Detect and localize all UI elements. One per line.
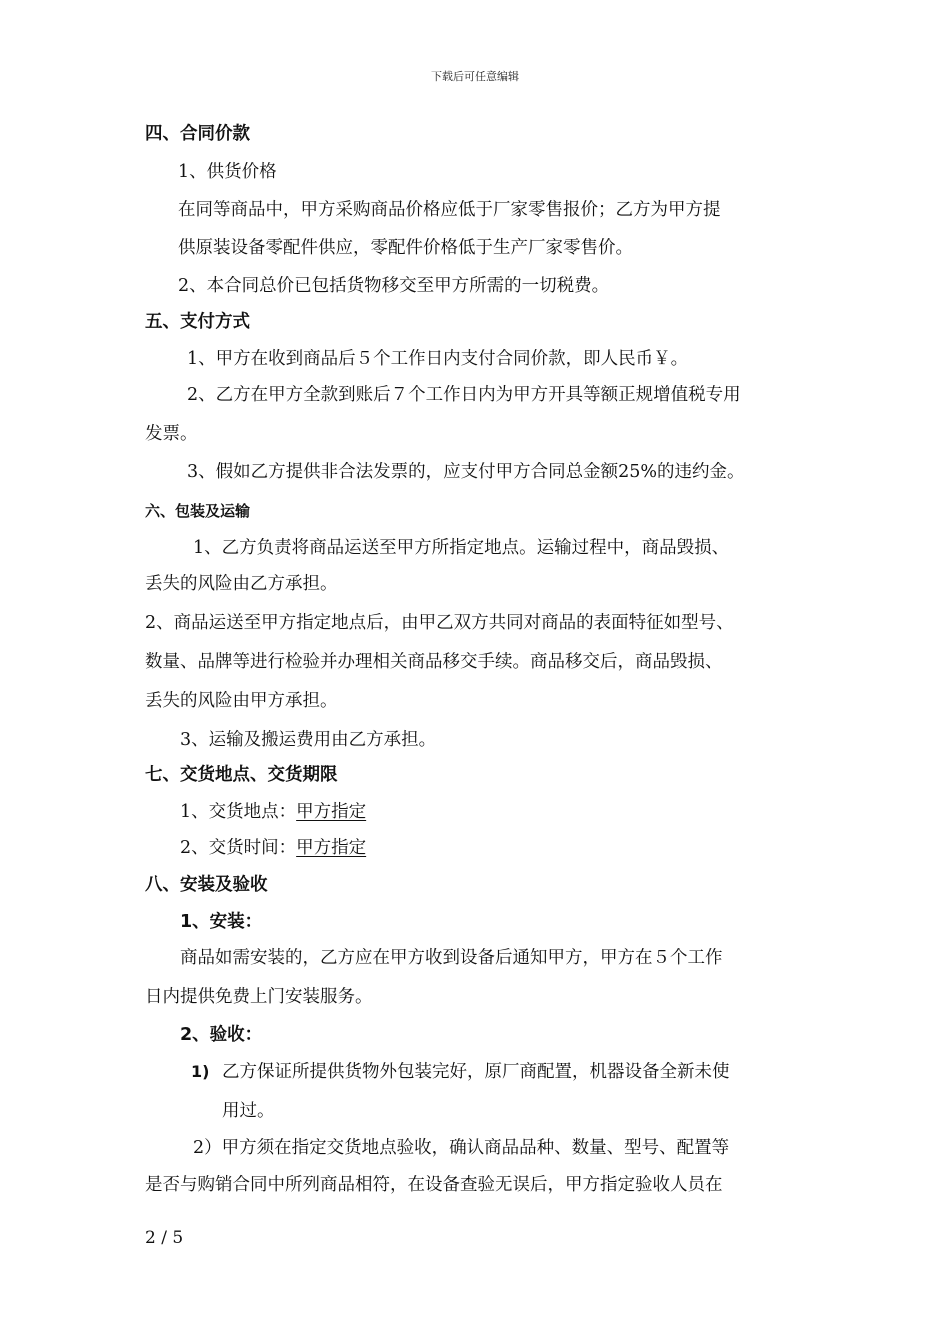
sec6-item2-line2: 数量、品牌等进行检验并办理相关商品移交手续。商品移交后，商品毁损、 — [145, 652, 723, 672]
sec8-install-line1: 商品如需安装的，乙方应在甲方收到设备后通知甲方，甲方在５个工作 — [180, 948, 723, 968]
sec8-install-line2: 日内提供免费上门安装服务。 — [145, 987, 373, 1007]
sec5-item2-line2: 发票。 — [145, 424, 198, 444]
sec6-item3: 3、运输及搬运费用由乙方承担。 — [180, 730, 437, 750]
delivery-place-label: 1、交货地点： — [180, 802, 297, 822]
sec8-a2-line1: 2）甲方须在指定交货地点验收，确认商品品种、数量、型号、配置等 — [193, 1138, 730, 1158]
sec4-item1-text-line2: 供原装设备零配件供应，零配件价格低于生产厂家零售价。 — [178, 238, 633, 258]
sec4-item1-text-line1: 在同等商品中，甲方采购商品价格应低于厂家零售报价；乙方为甲方提 — [178, 200, 721, 220]
section-6-title: 六、包装及运输 — [145, 502, 251, 520]
section-7-title: 七、交货地点、交货期限 — [145, 765, 338, 785]
section-5-title: 五、支付方式 — [145, 312, 250, 332]
delivery-place-value: 甲方指定 — [296, 802, 367, 822]
sec8-acceptance-label: 2、验收： — [180, 1025, 263, 1045]
sec6-item2-line1: 2、商品运送至甲方指定地点后，由甲乙双方共同对商品的表面特征如型号、 — [145, 613, 734, 633]
sec8-a1-line1: 乙方保证所提供货物外包装完好，原厂商配置，机器设备全新未使 — [222, 1062, 730, 1082]
sec5-item2-line1: 2、乙方在甲方全款到账后７个工作日内为甲方开具等额正规增值税专用 — [187, 385, 741, 405]
sec6-item1-line1: 1、乙方负责将商品运送至甲方所指定地点。运输过程中，商品毁损、 — [193, 538, 730, 558]
sec5-item3: 3、假如乙方提供非合法发票的，应支付甲方合同总金额25%的违约金。 — [187, 462, 745, 482]
section-8-title: 八、安装及验收 — [145, 875, 268, 895]
sec4-item1-label: 1、供货价格 — [178, 162, 277, 182]
sec8-a2-line2: 是否与购销合同中所列商品相符，在设备查验无误后，甲方指定验收人员在 — [145, 1175, 723, 1195]
sec4-item2: 2、本合同总价已包括货物移交至甲方所需的一切税费。 — [178, 276, 610, 296]
sec5-item1: 1、甲方在收到商品后５个工作日内支付合同价款，即人民币￥。 — [187, 349, 689, 369]
sec6-item2-line3: 丢失的风险由甲方承担。 — [145, 691, 338, 711]
sec7-delivery-time — [180, 836, 366, 860]
delivery-time-value: 甲方指定 — [296, 838, 367, 858]
sec7-delivery-place — [180, 800, 366, 824]
page-header: 下载后可任意编辑 — [431, 70, 519, 83]
sec6-item1-line2: 丢失的风险由乙方承担。 — [145, 574, 338, 594]
delivery-time-label: 2、交货时间： — [180, 838, 297, 858]
sec8-a1-line2: 用过。 — [222, 1101, 275, 1121]
sec8-install-label: 1、安装： — [180, 912, 263, 932]
section-4-title: 四、合同价款 — [145, 124, 250, 144]
sec8-a1-number: 1) — [191, 1062, 210, 1081]
page-number: 2 / 5 — [145, 1228, 184, 1248]
